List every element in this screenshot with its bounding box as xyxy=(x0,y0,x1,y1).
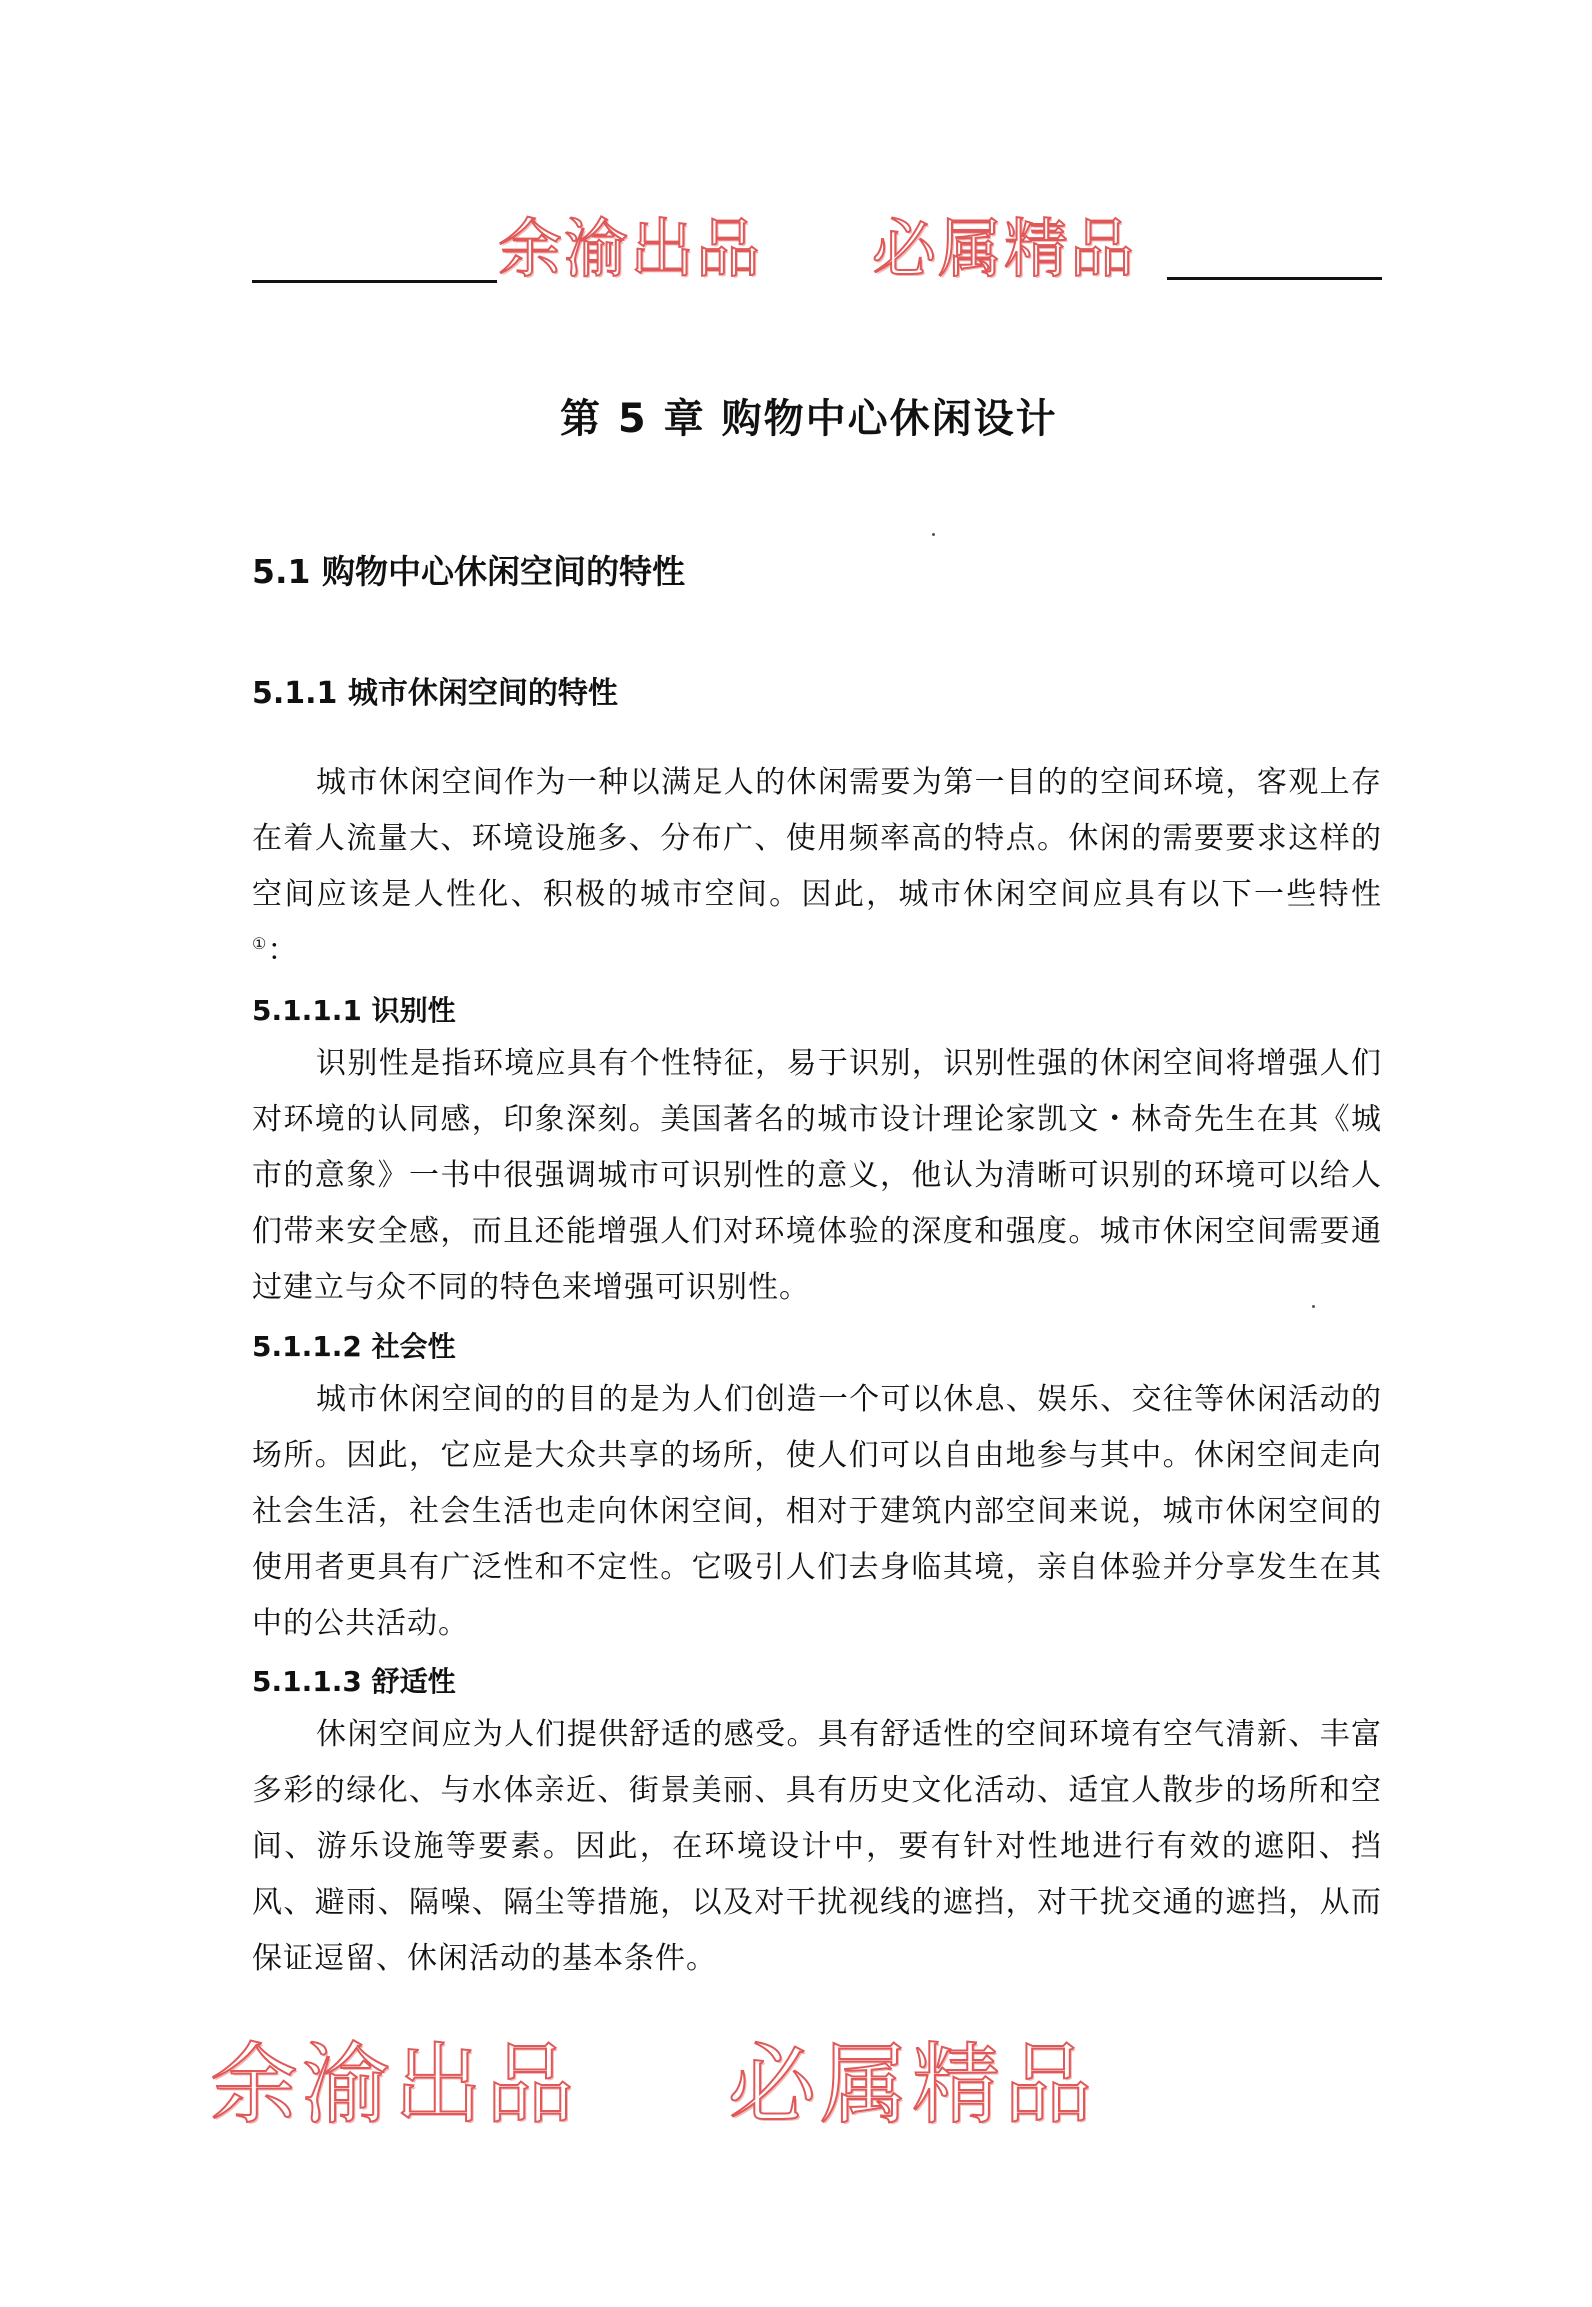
item-heading-comfort: 5.1.1.3 舒适性 xyxy=(252,1665,456,1698)
intro-text: 城市休闲空间作为一种以满足人的休闲需要为第一目的的空间环境，客观上存在着人流量大、环境设施多、分布广、使用频率高的特点。休闲的需要要求这样的空间应该是人性化、积极的城市空间。因此，城市休闲空间应具有以下一些特性 xyxy=(252,765,1382,912)
scan-speck xyxy=(1312,1305,1315,1308)
watermark-top-right: 必属精品 xyxy=(872,213,1136,287)
subsection-title: 5.1.1 城市休闲空间的特性 xyxy=(252,676,618,711)
watermark-top-left: 余渝出品 xyxy=(498,213,762,287)
intro-end: ： xyxy=(267,933,299,968)
chapter-title: 第 5 章 购物中心休闲设计 xyxy=(560,396,1058,442)
watermark-bottom-right: 必属精品 xyxy=(728,2033,1097,2136)
header-rule-left xyxy=(252,280,497,283)
scan-speck xyxy=(932,533,935,536)
header-rule-right xyxy=(1167,277,1382,280)
item-heading-sociality: 5.1.1.2 社会性 xyxy=(252,1330,456,1363)
watermark-bottom-left: 余渝出品 xyxy=(210,2033,579,2136)
item-paragraph-comfort: 休闲空间应为人们提供舒适的感受。具有舒适性的空间环境有空气清新、丰富多彩的绿化、与水体亲近、街景美丽、具有历史文化活动、适宜人散步的场所和空间、游乐设施等要素。因此，在环境设计中，要有针对性地进行有效的遮阳、挡风、避雨、隔噪、隔尘等措施，以及对干扰视线的遮挡，对干扰交通的遮挡，从而保证逗留、休闲活动的基本条件。 xyxy=(252,1717,1382,1976)
watermark-bottom xyxy=(210,2015,1096,2141)
item-paragraph-sociality: 城市休闲空间的的目的是为人们创造一个可以休息、娱乐、交往等休闲活动的场所。因此，它应是大众共享的场所，使人们可以自由地参与其中。休闲空间走向社会生活，社会生活也走向休闲空间，相对于建筑内部空间来说，城市休闲空间的使用者更具有广泛性和不定性。它吸引人们去身临其境，亲自体验并分享发生在其中的公共活动。 xyxy=(252,1382,1382,1641)
watermark-top xyxy=(498,198,1136,290)
item-heading-recognizability: 5.1.1.1 识别性 xyxy=(252,994,456,1027)
intro-paragraph xyxy=(252,755,1382,979)
footnote-marker: ① xyxy=(252,934,268,953)
item-paragraph-recognizability: 识别性是指环境应具有个性特征，易于识别，识别性强的休闲空间将增强人们对环境的认同感，印象深刻。美国著名的城市设计理论家凯文・林奇先生在其《城市的意象》一书中很强调城市可识别性的意义，他认为清晰可识别的环境可以给人们带来安全感，而且还能增强人们对环境体验的深度和强度。城市休闲空间需要通过建立与众不同的特色来增强可识别性。 xyxy=(252,1046,1382,1305)
section-title: 5.1 购物中心休闲空间的特性 xyxy=(252,552,685,591)
